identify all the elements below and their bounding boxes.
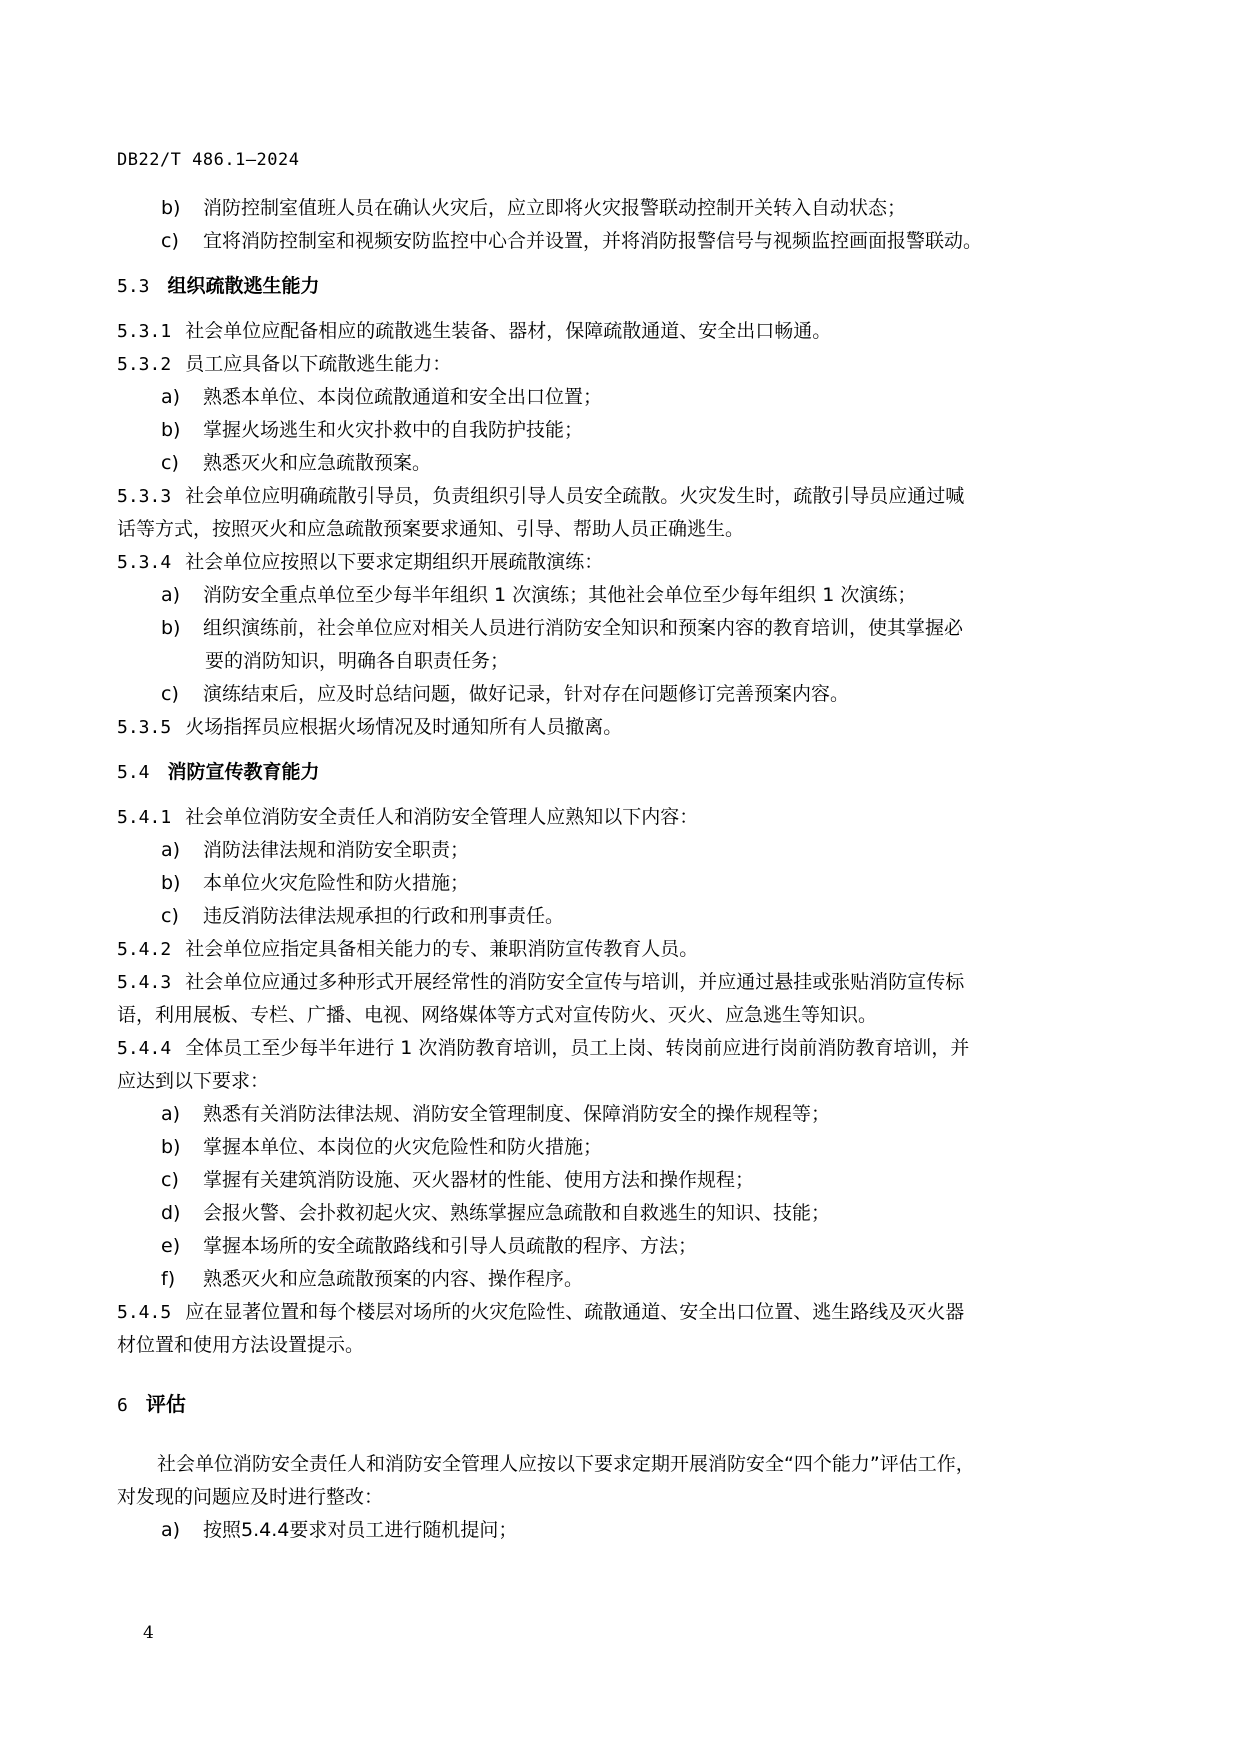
clause-number: 5.4.3 <box>117 972 172 993</box>
list-item <box>117 834 1117 867</box>
item-mark: e) <box>161 1235 181 1257</box>
item-text: 会报火警、会扑救初起火灾、熟练掌握应急疏散和自救逃生的知识、技能； <box>203 1202 831 1224</box>
clause-5-4-5 <box>117 1296 1117 1329</box>
clause-text: 全体员工至少每半年进行 1 次消防教育培训，员工上岗、转岗前应进行岗前消防教育培训，并 <box>185 1037 970 1059</box>
item-text: 掌握本单位、本岗位的火灾危险性和防火措施； <box>203 1136 603 1158</box>
item-mark: f) <box>161 1268 176 1290</box>
list-item <box>117 900 1117 933</box>
list-item <box>117 1514 1117 1547</box>
item-text: 本单位火灾危险性和防火措施； <box>203 872 470 894</box>
list-item <box>117 414 1117 447</box>
item-text: 组织演练前，社会单位应对相关人员进行消防安全知识和预案内容的教育培训，使其掌握必 <box>203 617 964 639</box>
page-number: 4 <box>143 1623 154 1643</box>
item-text: 演练结束后，应及时总结问题，做好记录，针对存在问题修订完善预案内容。 <box>203 683 850 705</box>
section-number: 5.3 <box>117 276 150 297</box>
item-mark: b) <box>161 197 181 219</box>
item-mark: c) <box>161 1169 179 1191</box>
item-text: 熟悉灭火和应急疏散预案的内容、操作程序。 <box>203 1268 584 1290</box>
clause-5-4-1 <box>117 801 1117 834</box>
clause-number: 5.3.1 <box>117 321 172 342</box>
clause-5-3-1 <box>117 315 1117 348</box>
clause-text: 社会单位应按照以下要求定期组织开展疏散演练： <box>185 551 604 573</box>
clause-text: 火场指挥员应根据火场情况及时通知所有人员撤离。 <box>185 716 623 738</box>
clause-continuation: 语，利用展板、专栏、广播、电视、网络媒体等方式对宣传防火、灭火、应急逃生等知识。 <box>117 1004 878 1026</box>
clause-5-3-2 <box>117 348 1117 381</box>
document-code: DB22/T 486.1—2024 <box>117 150 300 170</box>
clause-text: 社会单位消防安全责任人和消防安全管理人应熟知以下内容： <box>185 806 699 828</box>
item-text: 熟悉有关消防法律法规、消防安全管理制度、保障消防安全的操作规程等； <box>203 1103 831 1125</box>
item-mark: c) <box>161 905 179 927</box>
section-title: 组织疏散逃生能力 <box>167 275 320 297</box>
section-6-paragraph: 社会单位消防安全责任人和消防安全管理人应按以下要求定期开展消防安全“四个能力”评估工作， <box>157 1453 975 1475</box>
item-text: 消防安全重点单位至少每半年组织 1 次演练；其他社会单位至少每年组织 1 次演练； <box>203 584 917 606</box>
item-text: 掌握本场所的安全疏散路线和引导人员疏散的程序、方法； <box>203 1235 698 1257</box>
list-item <box>117 225 1117 258</box>
item-text: 消防法律法规和消防安全职责； <box>203 839 470 861</box>
item-text: 消防控制室值班人员在确认火灾后，应立即将火灾报警联动控制开关转入自动状态； <box>203 197 907 219</box>
item-text: 宜将消防控制室和视频安防监控中心合并设置，并将消防报警信号与视频监控画面报警联动。 <box>203 230 983 252</box>
clause-continuation: 话等方式，按照灭火和应急疏散预案要求通知、引导、帮助人员正确逃生。 <box>117 518 745 540</box>
clause-text: 社会单位应指定具备相关能力的专、兼职消防宣传教育人员。 <box>185 938 699 960</box>
clause-number: 5.3.4 <box>117 552 172 573</box>
item-text: 掌握有关建筑消防设施、灭火器材的性能、使用方法和操作规程； <box>203 1169 755 1191</box>
item-text: 熟悉灭火和应急疏散预案。 <box>203 452 432 474</box>
document-body <box>117 192 1117 1547</box>
section-heading-5-3 <box>117 270 1117 303</box>
clause-text: 社会单位应配备相应的疏散逃生装备、器材，保障疏散通道、安全出口畅通。 <box>185 320 832 342</box>
list-item <box>117 1131 1117 1164</box>
clause-5-4-2 <box>117 933 1117 966</box>
item-mark: b) <box>161 1136 181 1158</box>
clause-text: 社会单位应明确疏散引导员，负责组织引导人员安全疏散。火灾发生时，疏散引导员应通过喊 <box>185 485 965 507</box>
clause-number: 5.4.5 <box>117 1302 172 1323</box>
clause-5-4-4 <box>117 1032 1117 1065</box>
clause-text: 员工应具备以下疏散逃生能力： <box>185 353 452 375</box>
item-text: 熟悉本单位、本岗位疏散通道和安全出口位置； <box>203 386 603 408</box>
item-mark: d) <box>161 1202 181 1224</box>
paragraph-continuation: 对发现的问题应及时进行整改： <box>117 1486 384 1508</box>
clause-5-3-3 <box>117 480 1117 513</box>
item-mark: a) <box>161 1519 181 1541</box>
clause-text: 社会单位应通过多种形式开展经常性的消防安全宣传与培训，并应通过悬挂或张贴消防宣传标 <box>185 971 965 993</box>
clause-5-4-3 <box>117 966 1117 999</box>
clause-number: 5.3.3 <box>117 486 172 507</box>
list-item <box>117 1230 1117 1263</box>
item-text: 按照5.4.4要求对员工进行随机提问； <box>203 1519 518 1541</box>
clause-number: 5.4.1 <box>117 807 172 828</box>
clause-text: 应在显著位置和每个楼层对场所的火灾危险性、疏散通道、安全出口位置、逃生路线及灭火器 <box>185 1301 965 1323</box>
clause-continuation: 应达到以下要求： <box>117 1070 270 1092</box>
clause-number: 5.4.4 <box>117 1038 172 1059</box>
clause-5-3-4 <box>117 546 1117 579</box>
item-text: 掌握火场逃生和火灾扑救中的自我防护技能； <box>203 419 584 441</box>
item-mark: a) <box>161 386 181 408</box>
section-title: 评估 <box>145 1392 186 1416</box>
section-number: 5.4 <box>117 762 150 783</box>
list-item <box>117 381 1117 414</box>
list-item <box>117 678 1117 711</box>
clause-number: 5.3.5 <box>117 717 172 738</box>
clause-number: 5.3.2 <box>117 354 172 375</box>
list-item-continuation: 要的消防知识，明确各自职责任务； <box>205 650 510 672</box>
item-mark: a) <box>161 1103 181 1125</box>
list-item <box>117 192 1117 225</box>
item-mark: c) <box>161 683 179 705</box>
list-item <box>117 1197 1117 1230</box>
item-mark: b) <box>161 617 181 639</box>
section-heading-6 <box>117 1388 1117 1422</box>
list-item <box>117 1098 1117 1131</box>
clause-5-3-5 <box>117 711 1117 744</box>
list-item <box>117 867 1117 900</box>
list-item <box>117 612 1117 645</box>
clause-number: 5.4.2 <box>117 939 172 960</box>
clause-continuation: 材位置和使用方法设置提示。 <box>117 1334 365 1356</box>
section-number: 6 <box>117 1395 128 1416</box>
item-mark: c) <box>161 452 179 474</box>
section-heading-5-4 <box>117 756 1117 789</box>
item-text: 违反消防法律法规承担的行政和刑事责任。 <box>203 905 565 927</box>
item-mark: b) <box>161 419 181 441</box>
item-mark: a) <box>161 839 181 861</box>
list-item <box>117 579 1117 612</box>
list-item <box>117 1263 1117 1296</box>
list-item <box>117 1164 1117 1197</box>
item-mark: a) <box>161 584 181 606</box>
list-item <box>117 447 1117 480</box>
item-mark: b) <box>161 872 181 894</box>
item-mark: c) <box>161 230 179 252</box>
section-title: 消防宣传教育能力 <box>167 761 320 783</box>
